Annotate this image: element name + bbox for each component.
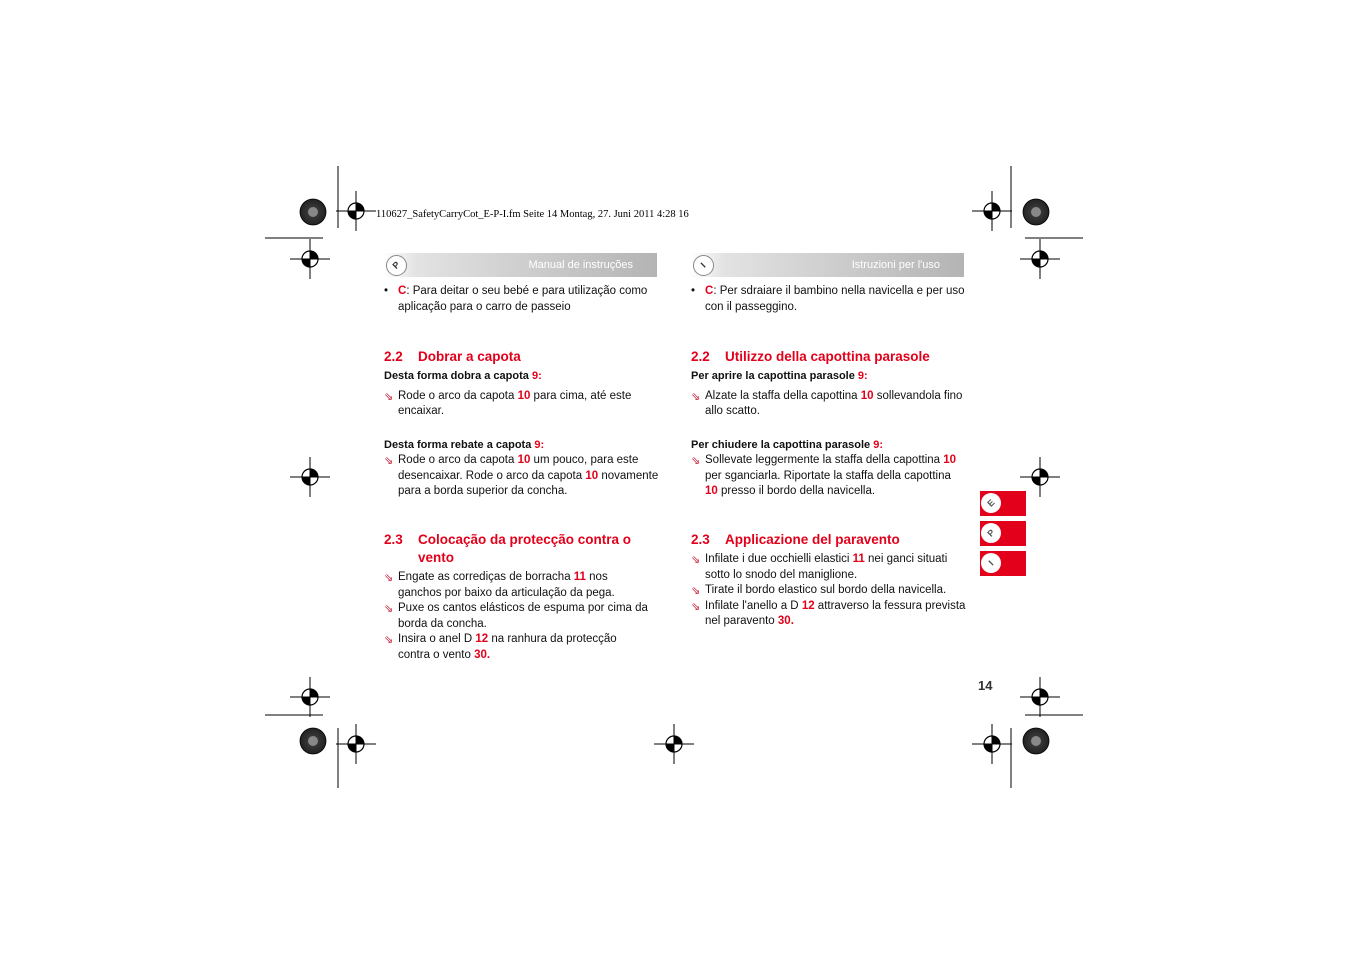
step-item: ⇘ Alzate la staffa della capottina 10 sollevandola fino allo scatto. [691, 389, 963, 417]
section-heading: 2.2 Utilizzo della capottina parasole [691, 349, 930, 364]
column-italian [691, 284, 966, 315]
file-info: 110627_SafetyCarryCot_E-P-I.fm Seite 14 Montag, 27. Juni 2011 4:28 16 [376, 209, 689, 220]
section-heading: 2.3 Colocação da protecção contra o vento [384, 532, 632, 565]
language-tab-i: I [980, 551, 1026, 576]
header-bar-italian [690, 253, 964, 277]
section-2-2-portuguese [384, 348, 659, 500]
arrow-icon: ⇘ [691, 600, 701, 613]
intro-bullet: • C: Para deitar o seu bebé e para utilização como aplicação para o carro de passeio [384, 285, 648, 313]
section-2-2-italian [691, 348, 966, 500]
arrow-icon: ⇘ [691, 554, 701, 566]
arrow-icon: ⇘ [691, 585, 701, 597]
step-item: ⇘ Rode o arco da capota 10 para cima, até este encaixar. [384, 389, 632, 417]
section-heading: 2.2 Dobrar a capota [384, 349, 521, 364]
arrow-icon: ⇘ [384, 634, 394, 646]
step-item: ⇘ Sollevate leggermente la staffa della capottina 10 per sganciarla. Riportate la staffa della capottina 10 presso il bordo della navicella. [691, 454, 957, 497]
step-item: ⇘ Puxe os cantos elásticos de espuma por cima da borda da concha. [384, 602, 648, 630]
intro-bullet: • C: Per sdraiare il bambino nella navicella e per uso con il passeggino. [691, 285, 965, 313]
step-item: ⇘ Tirate il bordo elastico sul bordo della navicella. [691, 583, 966, 599]
subheading: Desta forma dobra a capota 9: [384, 370, 542, 382]
header-title: Istruzioni per l'uso [851, 259, 940, 271]
arrow-icon: ⇘ [384, 455, 394, 467]
step-item: ⇘ Insira o anel D 12 na ranhura da protecção contra o vento 30. [384, 633, 617, 661]
subheading: Per aprire la capottina parasole 9: [691, 370, 868, 382]
page-number: 14 [978, 678, 993, 693]
header-bar-portuguese [383, 253, 657, 277]
arrow-icon: ⇘ [384, 390, 394, 403]
subheading: Desta forma rebate a capota 9: [384, 438, 545, 451]
column-portuguese [384, 284, 659, 315]
language-badge: P [382, 251, 412, 281]
arrow-icon: ⇘ [384, 603, 394, 615]
header-title: Manual de instruções [528, 259, 633, 271]
step-item: ⇘ Engate as corrediças de borracha 11 nos ganchos por baixo da articulação da pega. [384, 571, 615, 599]
arrow-icon: ⇘ [691, 455, 701, 467]
section-2-3-portuguese [384, 531, 649, 663]
arrow-icon: ⇘ [691, 390, 701, 403]
section-2-3-italian [691, 531, 966, 630]
step-item: ⇘ Rode o arco da capota 10 um pouco, para este desencaixar. Rode o arco da capota 10 novamente para a borda superior da concha. [384, 454, 659, 497]
language-tab-p: P [980, 521, 1026, 546]
arrow-icon: ⇘ [384, 572, 394, 584]
language-tab-e: E [980, 491, 1026, 516]
language-badge: I [689, 251, 719, 281]
section-heading: 2.3 Applicazione del paravento [691, 532, 900, 547]
step-item: ⇘ Infilate i due occhielli elastici 11 nei ganci situati sotto lo snodo del maniglione. [691, 553, 948, 581]
step-item: ⇘ Infilate l'anello a D 12 attraverso la fessura prevista nel paravento 30. [691, 599, 966, 627]
subheading: Per chiudere la capottina parasole 9: [691, 438, 883, 451]
